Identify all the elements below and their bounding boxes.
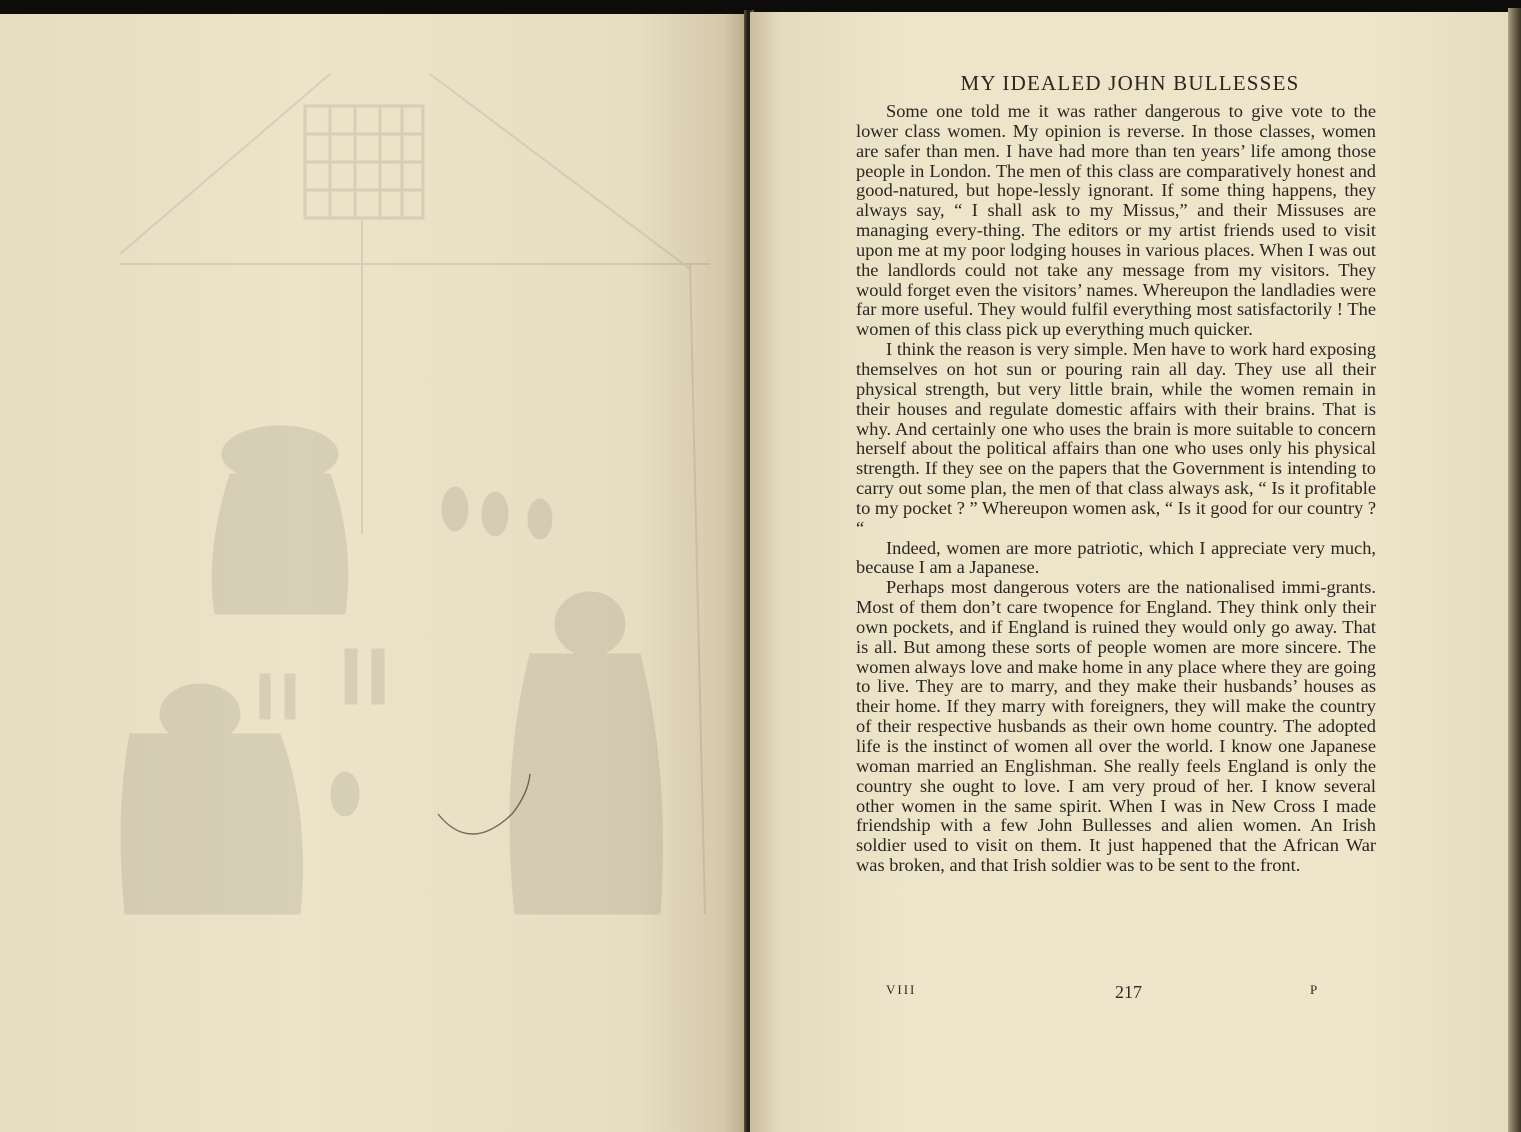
left-page [0,14,746,1132]
text-block [856,70,1376,876]
paragraph-2: I think the reason is very simple. Men have to work hard exposing themselves on hot sun or pouring rain all day. They use all their physical strength, but very little brain, while the women remain in their houses and regulate domestic affairs with their brains. That is why. And certainly one who uses the brain is more suitable to concern herself about the political affairs than one who uses only his physical strength. If they see on the papers that the Government is intending to carry out some plan, the men of that class always ask, “ Is it profitable to my pocket ? ” Whereupon women ask, “ Is it good for our country ? “ [856,339,1376,538]
faded-illustration [0,14,746,1132]
page-edge [1508,8,1521,1132]
signature-mark-left: VIII [886,982,917,997]
paragraph-3: Indeed, women are more patriotic, which I appreciate very much, because I am a Japanese. [856,537,1376,578]
paragraph-4: Perhaps most dangerous voters are the nationalised immi-grants. Most of them don’t care twopence for England. They think only their own pockets, and if England is ruined they would only go away. That is all. But among these sorts of people women are more sincere. The women always love and make home in any place where they are going to live. They are to marry, and they make their husbands’ houses as their home. If they marry with foreigners, they will make the country of their respective husbands as their own home country. The adopted life is the instinct of women all over the world. I know one Japanese woman married an Englishman. She really feels England is only the country she ought to love. I am very proud of her. I know several other women in the same spirit. When I was in New Cross I made friendship with a few John Bullesses and alien women. An Irish soldier used to visit on them. It just happened that the African War was broken, and that Irish soldier was to be sent to the front. [856,577,1376,876]
signature-mark-right: P [1310,982,1318,997]
page-number: 217 [1115,982,1142,1002]
running-head: MY IDEALED JOHN BULLESSES [960,71,1300,95]
paragraph-1: Some one told me it was rather dangerous to give vote to the lower class women. My opinion is reverse. In those classes, women are safer than men. I have had more than ten years’ life among those people in London. The men of this class are comparatively honest and good-natured, but hope-lessly ignorant. If some thing happens, they always say, “ I shall ask to my Missus,” and their Missuses are managing every-thing. The editors or my artist friends used to visit upon me at my poor lodging houses in various places. When I was out the landlords could not take any message from my visitors. They would forget even the visitors’ names. Whereupon the landladies were far more useful. They would fulfil everything most satisfactorily ! The women of this class pick up everything much quicker. [856,101,1376,340]
